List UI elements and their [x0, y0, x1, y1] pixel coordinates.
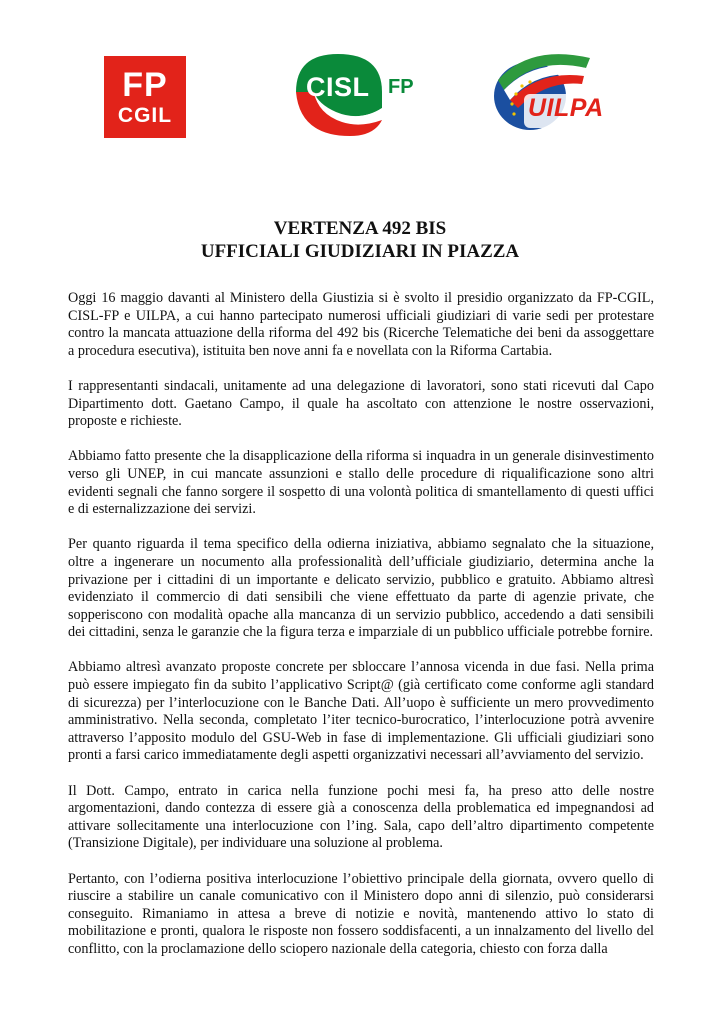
title-line-2: UFFICIALI GIUDIZIARI IN PIAZZA	[200, 241, 520, 262]
paragraph: Il Dott. Campo, entrato in carica nella funzione pochi mesi fa, ha preso atto delle nostre argomentazioni, dando contezza di essere già a conoscenza della problematica ed impegnandosi ad attivare sollecitamente una interlocuzione con l’ing. Sala, capo dell’altro dipartimento competente (Transizione Digitale), per individuare una soluzione al problema.	[68, 782, 654, 852]
document-body	[68, 290, 654, 976]
cisl-fp-suffix-text: FP	[388, 76, 414, 98]
cisl-logo-text: CISL	[306, 72, 370, 102]
fp-cgil-logo-line1: FP	[122, 66, 168, 104]
fp-cgil-logo	[104, 56, 186, 138]
uilpa-logo-text: UILPA	[528, 94, 604, 122]
paragraph: Per quanto riguarda il tema specifico della odierna iniziativa, abbiamo segnalato che la situazione, oltre a ingenerare un nocumento alla professionalità dell’ufficiale giudiziario, determina anche la privazione per i cittadini di un importante e delicato servizio, pubblico e gratuito. Abbiamo altresì evidenziato il commercio di dati sensibili che viene effettuato da parte di agenzie private, che sopperiscono con modalità opache alla mancanza di un servizio pubblico, accedendo a dati sensibili dei cittadini, senza le garanzie che la figura terza e imparziale di un pubblico ufficiale potrebbe fornire.	[68, 536, 654, 641]
paragraph: Oggi 16 maggio davanti al Ministero della Giustizia si è svolto il presidio organizzato da FP-CGIL, CISL-FP e UILPA, a cui hanno partecipato numerosi ufficiali giudiziari di varie sedi per protestare contro la mancata attuazione della riforma del 492 bis (Ricerche Telematiche dei beni da assoggettare a procedura esecutiva), istituita ben nove anni fa e novellata con la Riforma Cartabia.	[68, 290, 654, 359]
paragraph: I rappresentanti sindacali, unitamente ad una delegazione di lavoratori, sono stati ricevuti dal Capo Dipartimento dott. Gaetano Campo, il quale ha ascoltato con attenzione le nostre osservazioni, proposte e richieste.	[68, 377, 654, 430]
uilpa-logo	[490, 50, 620, 140]
fp-cgil-logo-line2: CGIL	[117, 104, 173, 127]
paragraph: Abbiamo fatto presente che la disapplicazione della riforma si inquadra in un generale disinvestimento verso gli UNEP, in cui mancate assunzioni e stallo delle procedure di riqualificazione sono altri evidenti segnali che fanno sorgere il sospetto di una volontà politica di smantellamento di questi uffici e di esternalizzazione dei servizi.	[68, 448, 654, 518]
cisl-fp-logo	[290, 48, 430, 140]
title-line-1: VERTENZA 492 BIS	[273, 218, 447, 239]
document-title	[0, 217, 720, 263]
paragraph: Pertanto, con l’odierna positiva interlocuzione l’obiettivo principale della giornata, ovvero quello di riuscire a stabilire un canale comunicativo con il Ministero dopo anni di silenzio, può considerarsi conseguito. Rimaniamo in attesa a breve di notizie e novità, mantenendo attivo lo stato di mobilitazione e pronti, qualora le risposte non fossero soddisfacenti, a un innalzamento del livello del conflitto, con la proclamazione dello sciopero nazionale della categoria, chiesto con forza dalla	[68, 870, 654, 957]
logo-bar	[0, 48, 720, 148]
paragraph: Abbiamo altresì avanzato proposte concrete per sbloccare l’annosa vicenda in due fasi. Nella prima può essere impiegato fin da subito l’applicativo Script@ (già certificato come conforme agli standard di sicurezza) per l’interlocuzione con le Banche Dati. All’uopo è sufficiente un mero provvedimento amministrativo. Nella seconda, completato l’iter tecnico-burocratico, l’interlocuzione potrà avvenire attraverso l’apposito modulo del GSU-Web in fase di implementazione. Gli ufficiali giudiziari sono pronti a farsi carico immediatamente degli aspetti organizzativi necessari all’avviamento del servizio.	[68, 659, 654, 764]
